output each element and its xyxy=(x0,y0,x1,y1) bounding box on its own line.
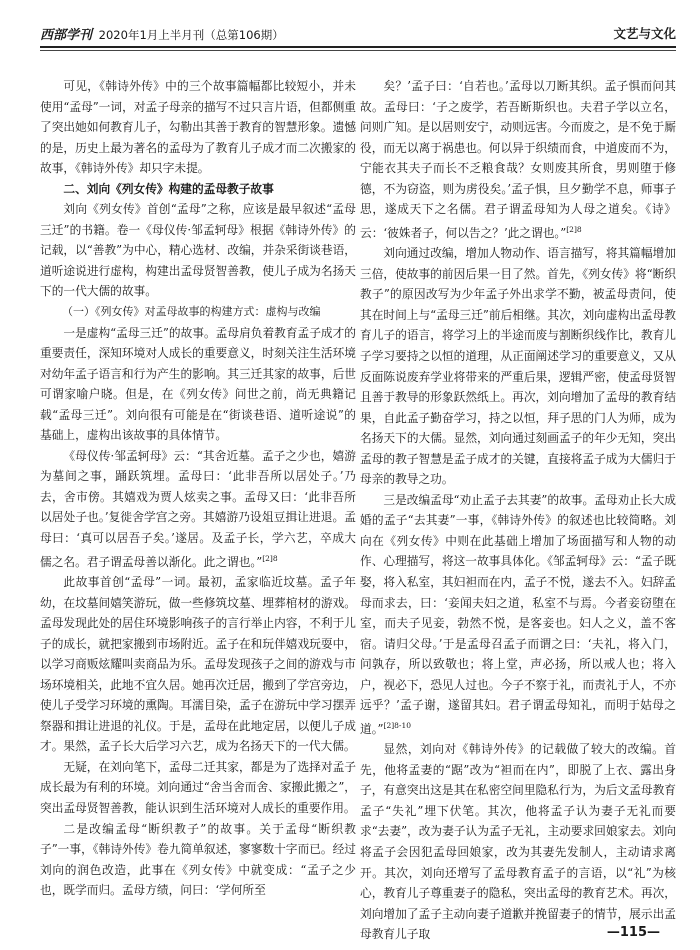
header-rule xyxy=(40,46,676,48)
paragraph-text: 刘向通过改编，增加人物动作、语言描写，将其篇幅增加三倍，使故事的前因后果一目了然。首先，《列女传》将“断织教子”的原因改写为少年孟子外出求学不勤，被孟母责问，使其在时间上与“孟母三迁”前后相继。其次，刘向虚构出孟母教育儿子的语言，将学习上的半途而废与割断织线作比，教育儿子学习要持之以恒的道理，从正面阐述学习的重要意义，又从反面陈说废弃学业将带来的严重后果，逻辑严密，使孟母贤智且善于教导的形象跃然纸上。再次，刘向增加了孟母的教育结果，自此孟子勤奋学习，持之以恒，拜子思的门人为师，成为名扬天下的大儒。显然，刘向通过刻画孟子的年少无知，突出孟母的教子智慧是孟子成才的关键，直接将孟子成为大儒归于母亲的教导之功。 xyxy=(360,246,676,487)
header-rule-thin xyxy=(40,50,676,51)
left-column xyxy=(40,76,356,901)
paragraph xyxy=(40,819,356,901)
paragraph xyxy=(40,572,356,757)
paragraph-text: 刘向《列女传》首创“孟母”之称，应该是最早叙述“孟母三迁”的书籍。卷一《母仪传·邹孟轲母》根据《韩诗外传》的记载，以“善教”为中心，精心选材、改编，并杂采街谈巷语，道听途说进行虚构，构建出孟母贤智善教，使儿子成为名扬天下的一代大儒的故事。 xyxy=(40,202,356,299)
subsection-heading xyxy=(40,302,356,323)
running-header xyxy=(40,22,676,48)
paragraph-text: 二、刘向《列女传》构建的孟母教子故事 xyxy=(63,181,274,196)
journal-logo: 西部学刊 xyxy=(40,28,93,43)
paragraph-text: （一）《列女传》对孟母故事的构建方式：虚构与改编 xyxy=(62,305,321,319)
paragraph xyxy=(40,76,356,179)
citation-marker: [2]8 xyxy=(566,224,582,234)
citation-marker: [2]8 xyxy=(262,553,278,563)
section-label: 文艺与文化 xyxy=(613,26,676,41)
paragraph xyxy=(40,757,356,819)
paragraph-text: 《母仪传·邹孟轲母》云：“其舍近墓。孟子之少也，嬉游为墓间之事，踊跃筑埋。孟母曰：‘此非吾所以居处子。’乃去，舍市傍。其嬉戏为贾人炫卖之事。孟母又曰：‘此非吾所以居处子也。’复徙舍学宫之旁。其嬉游乃设俎豆揖让进退。孟母曰：‘真可以居吾子矣。’遂居。及孟子长，学六艺，卒成大儒之名。君子谓孟母善以渐化。此之谓也。” xyxy=(40,448,356,569)
paragraph-text: 此故事首创“孟母”一词。最初，孟家临近坟墓。孟子年幼，在坟墓间嬉笑游玩，做一些修筑坟墓、埋葬棺材的游戏。孟母发现此处的居住环境影响孩子的言行举止内容，不利于儿子的成长，就把家搬到市场附近。孟子在和玩伴嬉戏玩耍中，以学习商贩炫耀叫卖商品为乐。孟母发现孩子之间的游戏与市场环境相关，此地不宜久居。她再次迁居，搬到了学宫旁边，使儿子受学习环境的熏陶。耳濡目染，孟子在游玩中学习摆弄祭器和揖让进退的礼仪。于是，孟母在此地定居，以便儿子成才。果然，孟子长大后学习六艺，成为名扬天下的一代大儒。 xyxy=(40,575,356,754)
paragraph xyxy=(360,76,676,243)
paragraph-text: 矣？’孟子曰：‘自若也。’孟母以刀断其织。孟子惧而问其故。孟母曰：‘子之废学，若吾断斯织也。夫君子学以立名，问则广知。是以居则安宁，动则远害。今而废之，是不免于厮役，而无以离于祸患也。何以异于织绩而食，中道废而不为，宁能衣其夫子而长不乏粮食哉？女则废其所食，男则堕于修德，不为窃盗，则为虏役矣。’孟子惧，旦夕勤学不息，师事子思，遂成天下之名儒。君子谓孟母知为人母之道矣。《诗》云：‘彼姝者子，何以告之？’此之谓也。” xyxy=(360,79,676,240)
paragraph-text: 一是虚构“孟母三迁”的故事。孟母肩负着教育孟子成才的重要责任，深知环境对人成长的重要意义，时刻关注生活环境对幼年孟子语言和行为产生的影响。其三迁其家的故事，后世可谓家喻户晓。但是，在《列女传》问世之前，尚无典籍记载“孟母三迁”。刘向很有可能是在“街谈巷语、道听途说”的基础上，虚构出该故事的具体情节。 xyxy=(40,325,356,443)
paragraph xyxy=(360,739,676,944)
paragraph xyxy=(40,323,356,446)
journal-info xyxy=(40,24,284,43)
paragraph xyxy=(40,199,356,302)
paragraph-text: 二是改编孟母“断织教子”的故事。关于孟母“断织教子”一事，《韩诗外传》卷九简单叙述，寥寥数十字而已。经过刘向的润色改造，此事在《列女传》中就变成：“孟子之少也，既学而归。孟母方绩，问曰：‘学何所至 xyxy=(40,821,356,898)
paragraph xyxy=(360,490,676,739)
paragraph-text: 三是改编孟母“劝止孟子去其妻”的故事。孟母劝止长大成婚的孟子“去其妻”一事，《韩诗外传》的叙述也比较简略。刘向在《列女传》中则在此基础上增加了场面描写和人物的动作、心理描写，将这一故事具体化。《邹孟轲母》云：“孟子既娶，将入私室，其妇袒而在内，孟子不悦，遂去不入。妇辞孟母而求去，曰：‘妾闻夫妇之道，私室不与焉。今者妾窃堕在室，而夫子见妾，勃然不悦，是客妾也。妇人之义，盖不客宿。请归父母。’于是孟母召孟子而谓之曰：‘夫礼，将入门，问孰存，所以致敬也；将上堂，声必扬，所以戒人也；将入户，视必下，恐见人过也。今子不察于礼，而责礼于人，不亦远乎？’孟子谢，遂留其妇。君子谓孟母知礼，而明于姑母之道。” xyxy=(360,492,676,736)
paragraph xyxy=(360,243,676,490)
paragraph-text: 可见，《韩诗外传》中的三个故事篇幅都比较短小，并未使用“孟母”一词，对孟子母亲的描写不过只言片语，但都侧重了突出她如何教育儿子，勾勒出其善于教育的智慧形象。遗憾的是，历史上最为著名的孟母为了教育儿子成才而二次搬家的故事，《韩诗外传》却只字未提。 xyxy=(40,79,356,176)
issue-label: 2020年1月上半月刊（总第106期） xyxy=(98,28,284,42)
paragraph-text: 无疑，在刘向笔下，孟母二迁其家，都是为了选择对孟子成长最为有利的环境。刘向通过“舍当舍而舍、家搬此搬之”，突出孟母贤智善教，能认识到生活环境对人成长的重要作用。 xyxy=(40,759,356,816)
section-heading xyxy=(40,179,356,200)
right-column xyxy=(360,76,676,945)
paragraph xyxy=(40,446,356,572)
page-number: —115— xyxy=(606,925,660,940)
paragraph-text: 显然，刘向对《韩诗外传》的记载做了较大的改编。首先，他将孟妻的“踞”改为“袒而在内”，即脱了上衣、露出身子，有意突出这是其在私密空间里隐私行为，为后文孟母教育孟子“失礼”埋下伏笔。其次，他将孟子认为妻子无礼而要求“去妻”，改为妻子认为孟子无礼，主动要求回娘家去。刘向将孟子会因犯孟母回娘家，改为其妻先发制人，主动请求离开。其次，刘向还增写了孟母教育孟子的言语，以“礼”为核心，教育儿子尊重妻子的隐私，突出孟母的教育艺术。再次，刘向增加了孟子主动向妻子道歉并挽留妻子的情节，展示出孟母教育儿子取 xyxy=(360,742,676,942)
citation-marker: [2]8-10 xyxy=(383,720,411,730)
